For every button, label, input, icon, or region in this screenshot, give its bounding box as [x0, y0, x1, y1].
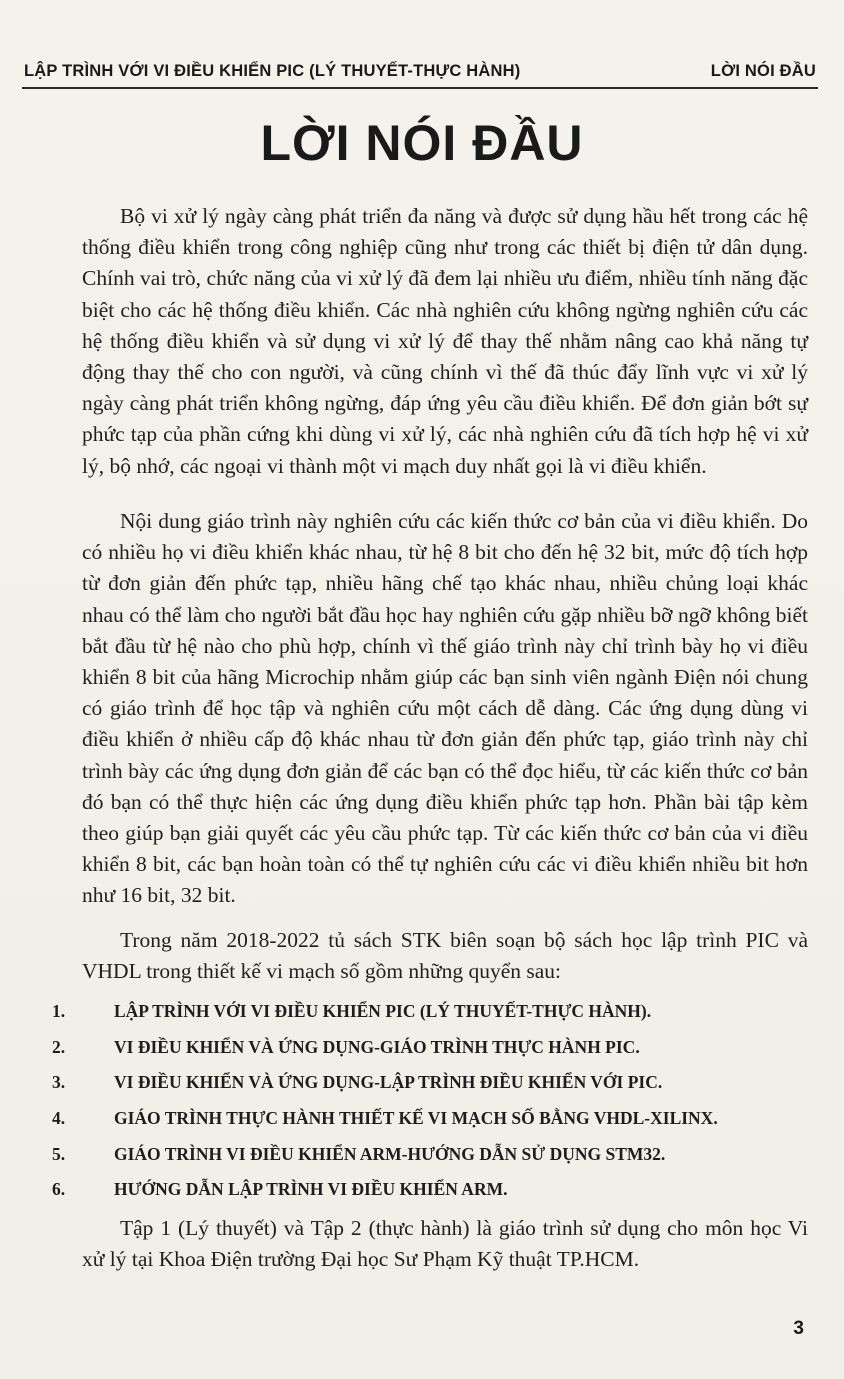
list-item-number: 1. — [52, 1001, 66, 1022]
header-rule — [22, 87, 818, 89]
list-item-title: VI ĐIỀU KHIỂN VÀ ỨNG DỤNG-LẬP TRÌNH ĐIỀU KHIỂN VỚI PIC. — [114, 1072, 663, 1093]
list-item — [52, 1136, 812, 1172]
list-item-number: 2. — [52, 1036, 66, 1057]
paragraph-3 — [82, 925, 808, 987]
list-item-number: 5. — [52, 1143, 66, 1164]
list-item — [52, 994, 812, 1030]
list-item-number: 4. — [52, 1108, 66, 1129]
list-item-title: GIÁO TRÌNH THỰC HÀNH THIẾT KẾ VI MẠCH SỐ BẰNG VHDL-XILINX. — [114, 1108, 718, 1129]
paragraph-text: Trong năm 2018-2022 tủ sách STK biên soạn bộ sách học lập trình PIC và VHDL trong thiết kế vi mạch số gồm những quyển sau: — [82, 928, 808, 984]
running-header — [24, 62, 816, 81]
paragraph-4 — [82, 1213, 808, 1275]
paragraph-text: Nội dung giáo trình này nghiên cứu các kiến thức cơ bản của vi điều khiển. Do có nhiều họ vi điều khiển khác nhau, từ hệ 8 bit cho đến hệ 32 bit, mức độ tích hợp từ đơn giản đến phức tạp, nhiều hãng chế tạo khác nhau, nhiều chủng loại khác nhau có thể làm cho người bắt đầu học hay nghiên cứu gặp nhiều bỡ ngỡ không biết bắt đầu từ hệ nào cho phù hợp, chính vì thế giáo trình này chỉ trình bày họ vi điều khiển 8 bit của hãng Microchip nhằm giúp các bạn sinh viên ngành Điện nói chung có giáo trình để học tập và nghiên cứu một cách dễ dàng. Các ứng dụng dùng vi điều khiển ở nhiều cấp độ khác nhau từ đơn giản đến phức tạp, giáo trình này chỉ trình bày các ứng dụng đơn giản để các bạn có thể đọc hiểu, từ các kiến thức cơ bản đó bạn có thể thực hiện các ứng dụng điều khiển phức tạp hơn. Phần bài tập kèm theo giúp bạn giải quyết các yêu cầu phức tạp. Từ các kiến thức cơ bản của vi điều khiển 8 bit, các bạn hoàn toàn có thể tự nghiên cứu các vi điều khiển nhiều bit hơn như 16 bit, 32 bit. — [82, 509, 808, 908]
running-header-book-title: LẬP TRÌNH VỚI VI ĐIỀU KHIỂN PIC (LÝ THUYẾT-THỰC HÀNH) — [24, 62, 521, 80]
list-item — [52, 1065, 812, 1101]
paragraph-1 — [82, 201, 808, 482]
list-item — [52, 1101, 812, 1137]
list-item — [52, 1172, 812, 1208]
page-number: 3 — [793, 1318, 804, 1339]
page-title: LỜI NÓI ĐẦU — [260, 115, 584, 171]
list-item-title: VI ĐIỀU KHIỂN VÀ ỨNG DỤNG-GIÁO TRÌNH THỰC HÀNH PIC. — [114, 1036, 640, 1057]
list-item-title: HƯỚNG DẪN LẬP TRÌNH VI ĐIỀU KHIỂN ARM. — [114, 1179, 508, 1200]
paragraph-text: Tập 1 (Lý thuyết) và Tập 2 (thực hành) là giáo trình sử dụng cho môn học Vi xử lý tại Khoa Điện trường Đại học Sư Phạm Kỹ thuật TP.HCM. — [82, 1216, 808, 1272]
list-item — [52, 1030, 812, 1066]
list-item-number: 6. — [52, 1179, 66, 1200]
book-list — [52, 994, 812, 1208]
list-item-number: 3. — [52, 1072, 66, 1093]
list-item-title: LẬP TRÌNH VỚI VI ĐIỀU KHIỂN PIC (LÝ THUYẾT-THỰC HÀNH). — [114, 1001, 652, 1022]
paragraph-2 — [82, 506, 808, 912]
list-item-title: GIÁO TRÌNH VI ĐIỀU KHIỂN ARM-HƯỚNG DẪN SỬ DỤNG STM32. — [114, 1143, 666, 1164]
running-header-section: LỜI NÓI ĐẦU — [710, 62, 816, 80]
paragraph-text: Bộ vi xử lý ngày càng phát triển đa năng và được sử dụng hầu hết trong các hệ thống điều khiển trong công nghiệp cũng như trong các thiết bị điện tử dân dụng. Chính vai trò, chức năng của vi xử lý đã đem lại nhiều ưu điểm, nhiều tính năng đặc biệt cho các hệ thống điều khiển. Các nhà nghiên cứu không ngừng nghiên cứu các hệ thống điều khiển và sử dụng vi xử lý để thay thế nhằm nâng cao khả năng tự động thay thế cho con người, và cũng chính vì thế đã thúc đẩy lĩnh vực vi xử lý ngày càng phát triển không ngừng, đáp ứng yêu cầu điều khiển. Để đơn giản bớt sự phức tạp của phần cứng khi dùng vi xử lý, các nhà nghiên cứu đã tích hợp hệ vi xử lý, bộ nhớ, các ngoại vi thành một vi mạch duy nhất gọi là vi điều khiển. — [82, 204, 808, 478]
